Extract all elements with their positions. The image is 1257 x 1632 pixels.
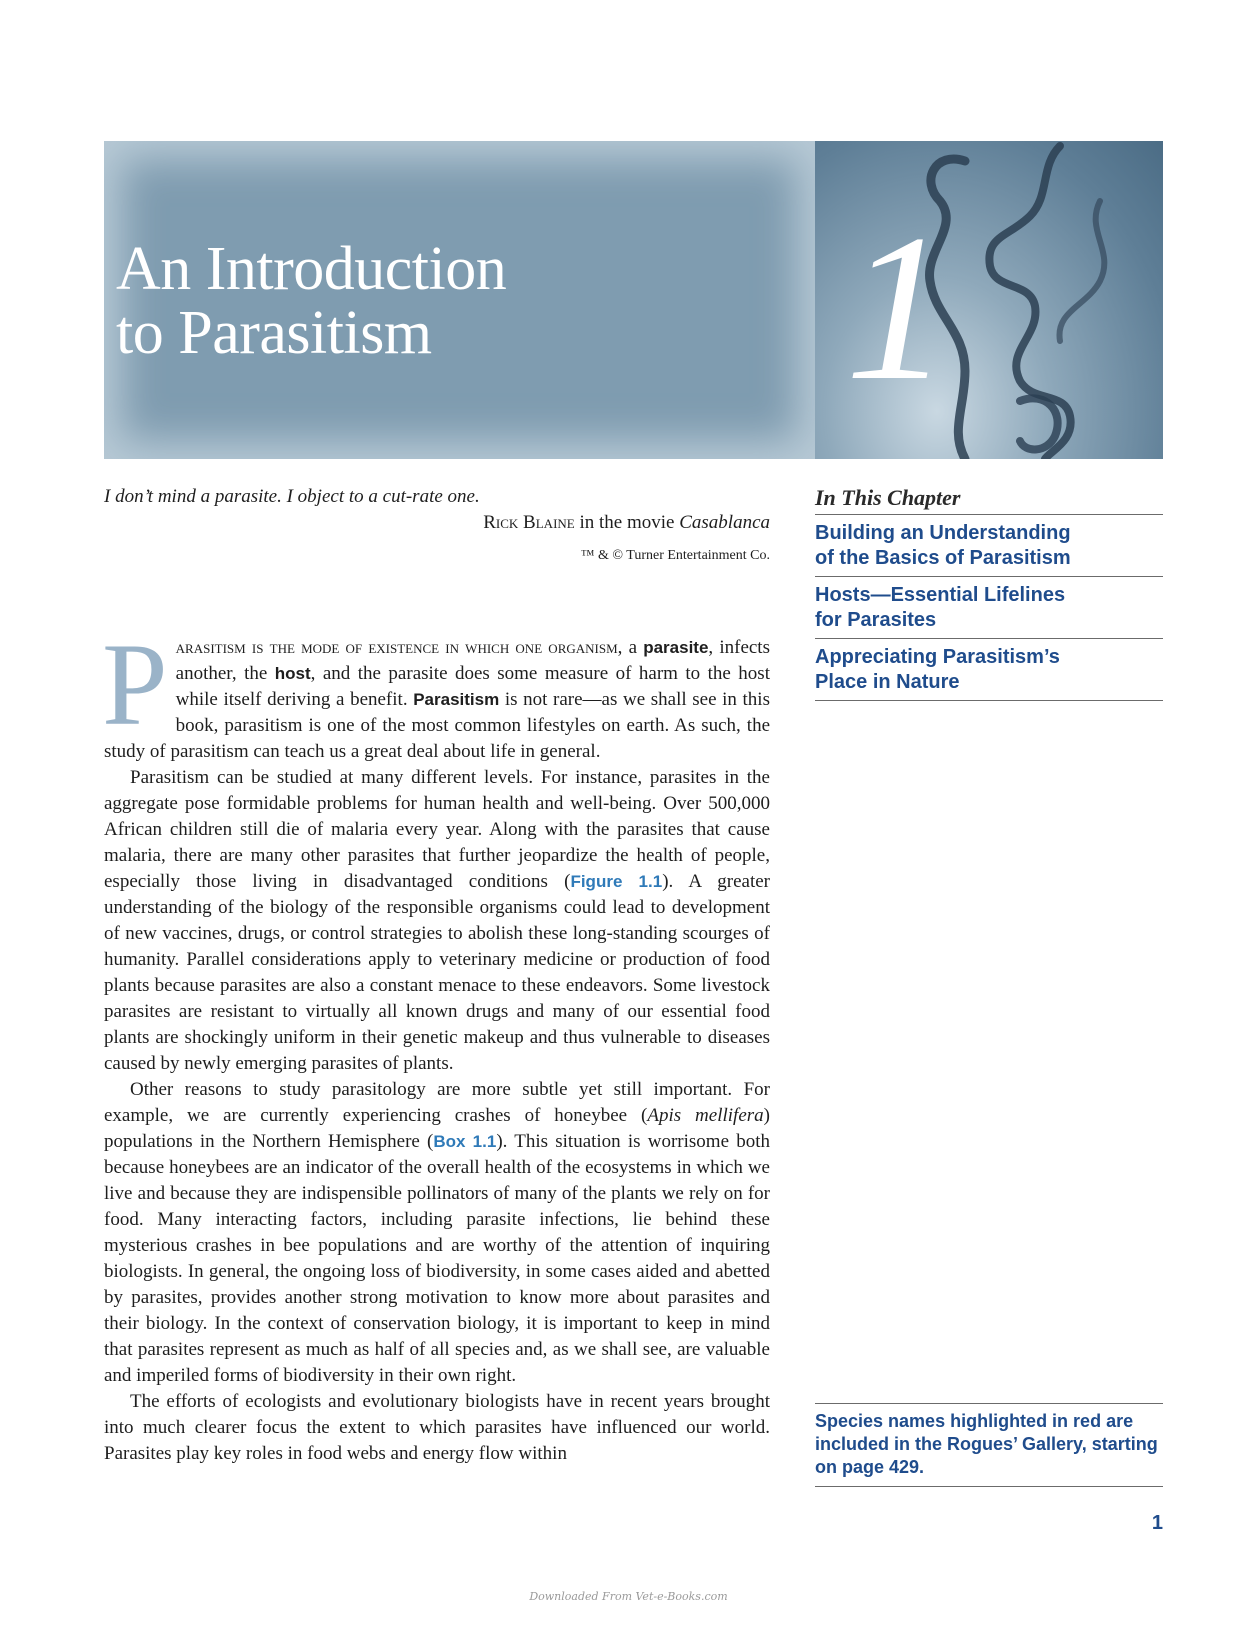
text-run: ). A greater understanding of the biology of the responsible organisms could lead to development of new vaccines, drugs, or control strategies to abolish these long-standing scourges of humanity. Parallel considerations apply to veterinary medicine or production of food plants because parasites are also a constant menace to these endeavors. Some livestock parasites are resistant to virtually all known drugs and many of our essential food plants are shockingly uniform in their genetic makeup and thus vulnerable to diseases caused by newly emerging parasites of plants.	[104, 871, 770, 1074]
text-run: Parasitism can be studied at many different levels. For instance, parasites in the aggregate pose formidable problems for human health and well-being. Over 500,000 African children still die of malaria every year. Along with the parasites that cause malaria, there are many other parasites that further jeopardize the health of people, especially those living in disadvantaged conditions (	[104, 767, 770, 892]
text-run: Other reasons to study parasitology are more subtle yet still important. For example, we are currently experiencing crashes of honeybee (	[104, 1079, 770, 1126]
term-parasitism: Parasitism	[413, 690, 500, 709]
chapter-photo-worms	[815, 141, 1163, 459]
text-run: , infects another, the	[175, 637, 770, 684]
epigraph-speaker: Rick Blaine	[483, 512, 575, 533]
text-run: is not rare—as we shall see in this book, parasitism is one of the most common lifestyles on earth. As such, the study of parasitism can teach us a great deal about life in general.	[104, 689, 770, 762]
epigraph-film: Casablanca	[679, 512, 770, 533]
text-run: The efforts of ecologists and evolutionary biologists have in recent years brought into much clearer focus the extent to which parasites have influenced our world. Parasites play key roles in food webs and energy flow within	[104, 1391, 770, 1464]
chapter-number: 1	[845, 192, 950, 424]
toc-item-line: Building an Understanding	[815, 522, 1071, 544]
sidebar-heading: In This Chapter	[815, 484, 1163, 515]
toc-item-line: Hosts—Essential Lifelines	[815, 584, 1066, 606]
figure-1-1-link[interactable]: Figure 1.1	[570, 872, 663, 891]
term-parasite: parasite	[643, 638, 709, 657]
page-number: 1	[1151, 1512, 1163, 1534]
text-run: ). This situation is worrisome both because honeybees are an indicator of the overall health of the ecosystems in which we live and because they are indispensible pollinators of many of the plants we rely on for food. Many interacting factors, including parasite infections, lie behind these mysterious crashes in bee populations and are worthy of the attention of inquiring biologists. In general, the ongoing loss of biodiversity, in some cases aided and abetted by parasites, provides another strong motivation to know more about parasites and their biology. In the context of conservation biology, it is important to keep in mind that parasites represent as much as half of all species and, as we shall see, are valuable and imperiled forms of biodiversity in their own right.	[104, 1131, 771, 1386]
download-watermark: Downloaded From Vet-e-Books.com	[529, 1590, 728, 1603]
toc-item-basics[interactable]	[815, 515, 1163, 577]
toc-item-line: Place in Nature	[815, 671, 960, 693]
epigraph-credit: ™ & © Turner Entertainment Co.	[580, 548, 770, 563]
toc-item-nature[interactable]	[815, 639, 1163, 701]
chapter-title	[116, 237, 506, 365]
box-1-1-link[interactable]: Box 1.1	[433, 1132, 497, 1151]
chapter-title-line2: to Parasitism	[116, 299, 432, 367]
rogues-gallery-note: Species names highlighted in red are included in the Rogues’ Gallery, starting on page 429.	[815, 1403, 1163, 1487]
text-run: a	[622, 637, 644, 658]
toc-item-line: for Parasites	[815, 609, 937, 631]
drop-cap: P	[102, 619, 168, 750]
paragraph-2	[104, 765, 770, 1077]
epigraph	[104, 485, 770, 565]
species-name: Apis mellifera	[647, 1105, 764, 1126]
toc-item-line: Appreciating Parasitism’s	[815, 646, 1060, 668]
term-host: host	[274, 664, 311, 683]
toc-item-hosts[interactable]	[815, 577, 1163, 639]
chapter-title-line1: An Introduction	[116, 235, 507, 303]
paragraph-4	[104, 1389, 770, 1467]
toc-item-line: of the Basics of Parasitism	[815, 547, 1071, 569]
epigraph-attribution	[104, 511, 770, 535]
text-run: , and the parasite does some measure of harm to the host while itself deriving a benefit.	[175, 663, 770, 710]
epigraph-quote: I don’t mind a parasite. I object to a cut-rate one.	[104, 486, 480, 507]
lead-small-caps: arasitism is the mode of existence in which one organism,	[175, 637, 623, 658]
paragraph-1	[102, 619, 770, 765]
body-text	[102, 619, 771, 1467]
chapter-banner	[104, 141, 815, 459]
paragraph-3	[104, 1077, 770, 1389]
chapter-contents-sidebar	[815, 484, 1163, 701]
text-run: ) populations in the Northern Hemisphere (	[104, 1105, 770, 1152]
epigraph-attribution-mid: in the movie	[574, 512, 680, 533]
